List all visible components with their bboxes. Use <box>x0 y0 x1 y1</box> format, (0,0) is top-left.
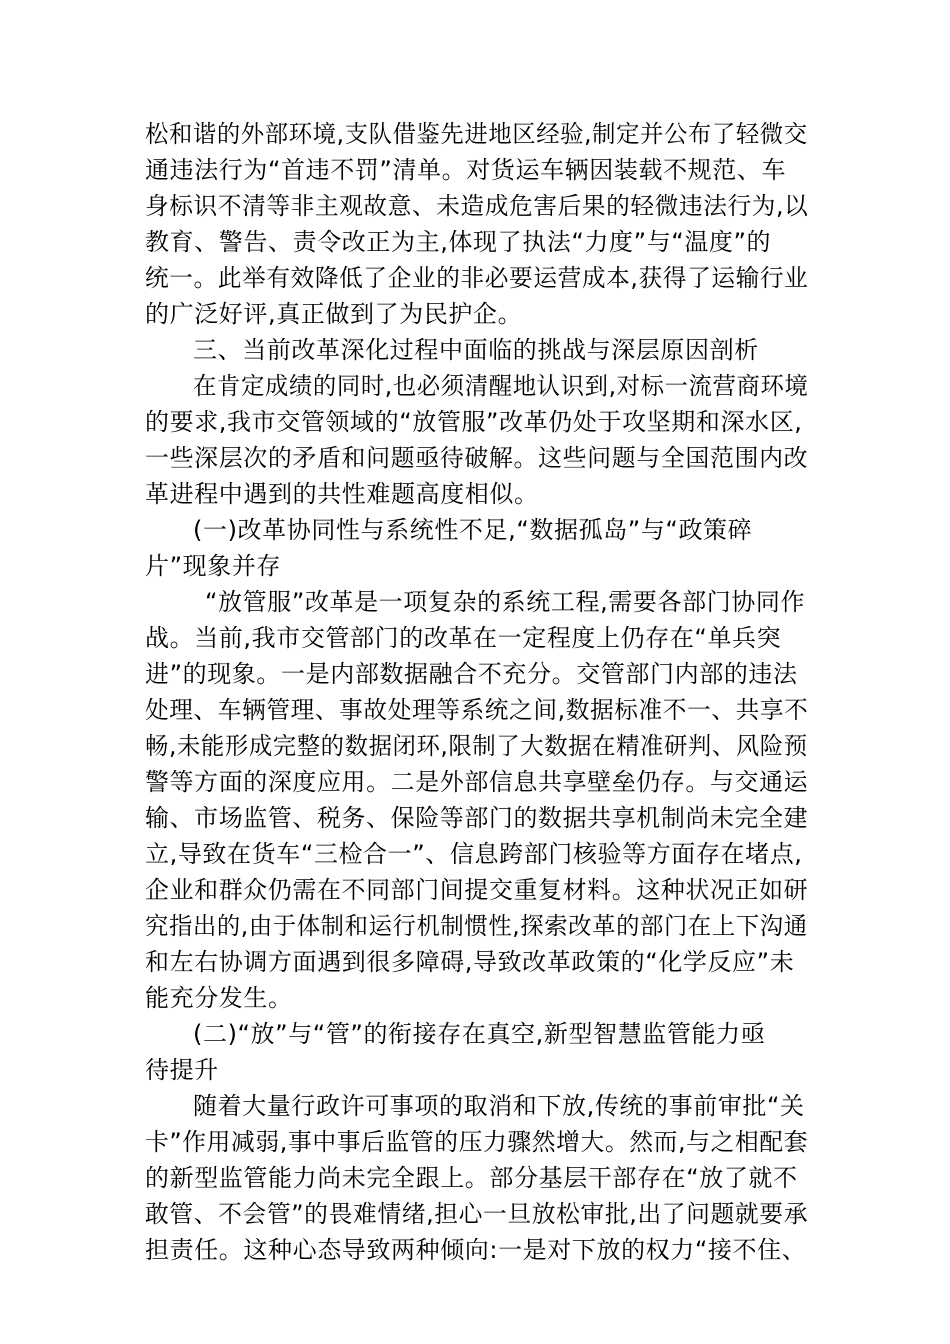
body-text-line: 进”的现象。一是内部数据融合不充分。交管部门内部的违法 <box>145 660 798 688</box>
body-text-line: 的新型监管能力尚未完全跟上。部分基层干部存在“放了就不 <box>145 1164 798 1192</box>
subsection-heading-cont: 片”现象并存 <box>145 552 282 580</box>
body-text-line: 一些深层次的矛盾和问题亟待破解。这些问题与全国范围内改 <box>145 444 809 472</box>
body-text-line: 教育、警告、责令改正为主,体现了执法“力度”与“温度”的 <box>145 228 772 256</box>
body-text-line: 敢管、不会管”的畏难情绪,担心一旦放松审批,出了问题就要承 <box>145 1200 809 1228</box>
body-text-line: 卡”作用减弱,事中事后监管的压力骤然增大。然而,与之相配套 <box>145 1128 809 1156</box>
section-heading: 三、当前改革深化过程中面临的挑战与深层原因剖析 <box>193 336 759 364</box>
body-text-line: “放管服”改革是一项复杂的系统工程,需要各部门协同作 <box>205 588 806 616</box>
body-text-line: 担责任。这种心态导致两种倾向:一是对下放的权力“接不住、 <box>145 1236 807 1264</box>
body-text-line: 随着大量行政许可事项的取消和下放,传统的事前审批“关 <box>193 1092 805 1120</box>
body-text-line: 企业和群众仍需在不同部门间提交重复材料。这种状况正如研 <box>145 876 809 904</box>
body-text-line: 身标识不清等非主观故意、未造成危害后果的轻微违法行为,以 <box>145 192 809 220</box>
body-text-line: 究指出的,由于体制和运行机制惯性,探索改革的部门在上下沟通 <box>145 912 808 940</box>
body-text-line: 统一。此举有效降低了企业的非必要运营成本,获得了运输行业 <box>145 264 809 292</box>
body-text-line: 的广泛好评,真正做到了为民护企。 <box>145 300 523 328</box>
body-text-line: 战。当前,我市交管部门的改革在一定程度上仍存在“单兵突 <box>145 624 782 652</box>
body-text-line: 和左右协调方面遇到很多障碍,导致改革政策的“化学反应”未 <box>145 948 795 976</box>
body-text-line: 革进程中遇到的共性难题高度相似。 <box>145 480 539 508</box>
subsection-heading: (二)“放”与“管”的衔接存在真空,新型智慧监管能力亟 <box>193 1020 766 1048</box>
subsection-heading: (一)改革协同性与系统性不足,“数据孤岛”与“政策碎 <box>193 516 753 544</box>
body-text-line: 警等方面的深度应用。二是外部信息共享壁垒仍存。与交通运 <box>145 768 809 796</box>
body-text-line: 输、市场监管、税务、保险等部门的数据共享机制尚未完全建 <box>145 804 809 832</box>
body-text-line: 立,导致在货车“三检合一”、信息跨部门核验等方面存在堵点, <box>145 840 803 868</box>
body-text-line: 的要求,我市交管领域的“放管服”改革仍处于攻坚期和深水区, <box>145 408 803 436</box>
body-text-line: 松和谐的外部环境,支队借鉴先进地区经验,制定并公布了轻微交 <box>145 120 808 148</box>
body-text-line: 通违法行为“首违不罚”清单。对货运车辆因装载不规范、车 <box>145 156 787 184</box>
body-text-line: 处理、车辆管理、事故处理等系统之间,数据标准不一、共享不 <box>145 696 809 724</box>
body-text-line: 在肯定成绩的同时,也必须清醒地认识到,对标一流营商环境 <box>193 372 809 400</box>
subsection-heading-cont: 待提升 <box>145 1056 219 1084</box>
body-text-line: 畅,未能形成完整的数据闭环,限制了大数据在精准研判、风险预 <box>145 732 808 760</box>
body-text-line: 能充分发生。 <box>145 984 293 1012</box>
